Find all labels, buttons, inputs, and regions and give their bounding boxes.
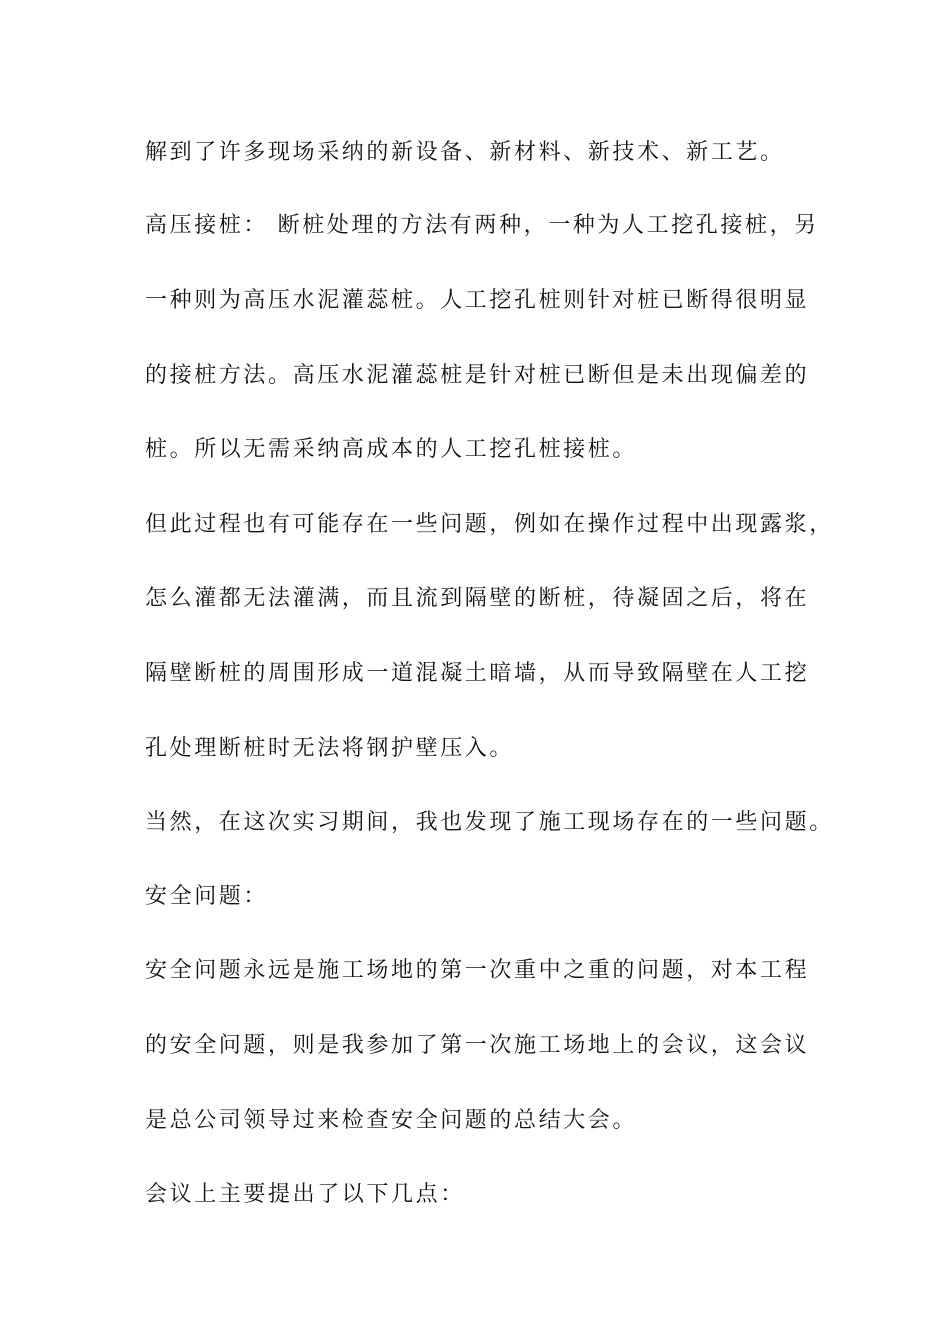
text-line-12: 安全问题永远是施工场地的第一次重中之重的问题，对本工程 [145, 958, 810, 983]
text-line-13: 的安全问题，则是我参加了第一次施工场地上的会议，这会议 [145, 1033, 810, 1058]
text-line-5: 桩。所以无需采纳高成本的人工挖孔桩接桩。 [145, 437, 638, 462]
text-line-8: 隔壁断桩的周围形成一道混凝土暗墙，从而导致隔壁在人工挖 [145, 661, 810, 686]
text-line-11: 安全问题： [145, 884, 269, 909]
text-line-7: 怎么灌都无法灌满，而且流到隔壁的断桩，待凝固之后，将在 [145, 586, 810, 611]
text-line-15: 会议上主要提出了以下几点： [145, 1182, 465, 1207]
text-line-2: 高压接桩： 断桩处理的方法有两种，一种为人工挖孔接桩，另 [145, 213, 819, 238]
text-line-1: 解到了许多现场采纳的新设备、新材料、新技术、新工艺。 [145, 140, 785, 165]
text-line-9: 孔处理断桩时无法将钢护壁压入。 [145, 736, 515, 761]
text-line-3: 一种则为高压水泥灌蕊桩。人工挖孔桩则针对桩已断得很明显 [145, 288, 810, 313]
text-line-6: 但此过程也有可能存在一些问题，例如在操作过程中出现露浆， [145, 512, 834, 537]
text-line-14: 是总公司领导过来检查安全问题的总结大会。 [145, 1108, 638, 1133]
text-line-10: 当然，在这次实习期间，我也发现了施工现场存在的一些问题。 [145, 810, 834, 835]
text-line-4: 的接桩方法。高压水泥灌蕊桩是针对桩已断但是未出现偏差的 [145, 363, 810, 388]
